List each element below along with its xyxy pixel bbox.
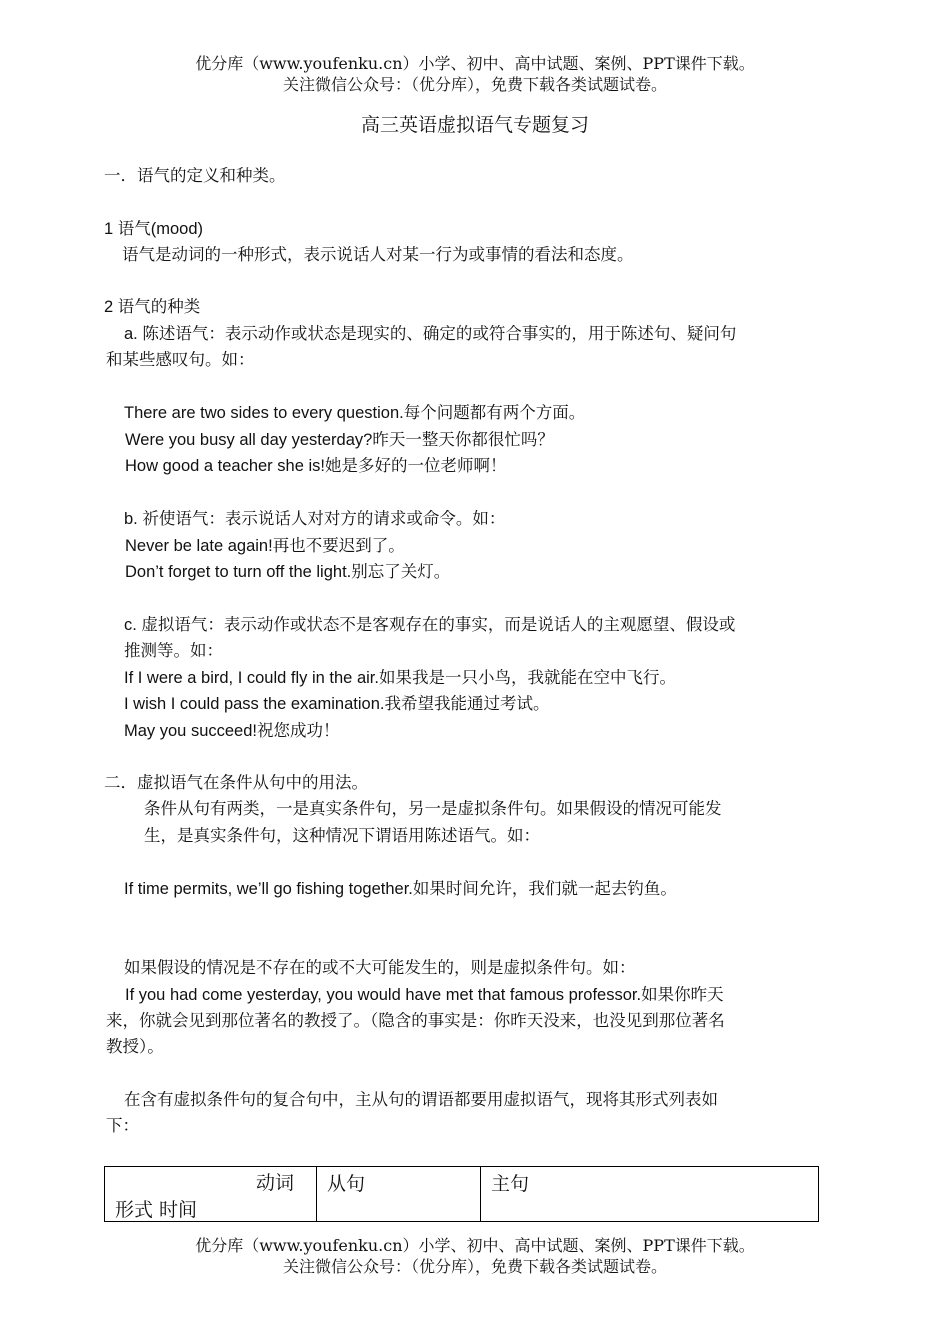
section2-para1-line1: 条件从句有两类，一是真实条件句，另一是虚拟条件句。如果假设的情况可能发 (144, 799, 722, 818)
item-b-text: 祈使语气：表示说话人对对方的请求或命令。如： (142, 509, 506, 528)
page-footer-line1: 优分库（www.youfenku.cn）小学、初中、高中试题、案例、PPT课件下载。 (195, 1236, 755, 1255)
section1-heading: 一．语气的定义和种类。 (104, 166, 286, 185)
example-en: Were you busy all day yesterday? (125, 431, 373, 449)
example-en: May you succeed! (124, 722, 257, 740)
section2-para1-line2: 生，是真实条件句，这种情况下谓语用陈述语气。如： (144, 826, 540, 845)
example-sentence (124, 876, 677, 902)
table-header-diagonal-cell (105, 1167, 317, 1222)
item-a-line2: 和某些感叹句。如： (106, 350, 255, 369)
example-en: If I were a bird, I could fly in the air. (124, 669, 379, 687)
example-en: There are two sides to every question. (124, 404, 404, 422)
example-sentence (125, 559, 450, 585)
example-sentence (124, 400, 585, 426)
item-c-text1: 虚拟语气：表示动作或状态不是客观存在的事实，而是说话人的主观愿望、假设或 (141, 615, 736, 634)
subjunctive-form-table (104, 1166, 819, 1222)
subsection2-number: 2 (104, 298, 118, 316)
subsection1-title (104, 216, 203, 242)
item-b-line (124, 506, 505, 532)
page-header-line2: 关注微信公众号：（优分库），免费下载各类试题试卷。 (282, 75, 667, 94)
page-header-line1: 优分库（www.youfenku.cn）小学、初中、高中试题、案例、PPT课件下载。 (195, 54, 755, 73)
example-en: How good a teacher she is! (125, 457, 325, 475)
example-sentence (125, 533, 405, 559)
example-en: Never be late again! (125, 537, 273, 555)
example-en: If you had come yesterday, you would have met that famous professor. (125, 986, 642, 1004)
subsection1-number: 1 (104, 220, 118, 238)
subsection2-title-zh: 语气的种类 (117, 297, 201, 316)
example-en: I wish I could pass the examination. (124, 695, 385, 713)
example-zh: 如果我是一只小鸟，我就能在空中飞行。 (378, 668, 676, 687)
example-sentence (124, 718, 339, 744)
item-b-label: b. (124, 510, 143, 528)
table-header-form-time: 形式 时间 (115, 1199, 198, 1221)
item-c-label: c. (124, 616, 142, 634)
example-zh: 每个问题都有两个方面。 (403, 403, 586, 422)
page-footer-line2: 关注微信公众号：（优分库），免费下载各类试题试卷。 (282, 1257, 667, 1276)
subsection2-title (104, 294, 200, 320)
table-header-row (105, 1167, 819, 1222)
example-zh: 如果时间允许，我们就一起去钓鱼。 (412, 879, 677, 898)
example-sentence (124, 665, 676, 691)
example-zh: 祝您成功！ (256, 721, 340, 740)
section2-para2: 如果假设的情况是不存在的或不大可能发生的，则是虚拟条件句。如： (124, 958, 636, 977)
example-zh: 再也不要迟到了。 (272, 536, 405, 555)
example-zh: 我希望我能通过考试。 (384, 694, 550, 713)
example-zh-line3: 教授）。 (106, 1037, 164, 1056)
item-a-text1: 陈述语气：表示动作或状态是现实的、确定的或符合事实的，用于陈述句、疑问句 (142, 324, 737, 343)
document-title: 高三英语虚拟语气专题复习 (360, 114, 589, 136)
subsection1-title-en: (mood) (150, 220, 204, 238)
item-c-line2: 推测等。如： (124, 641, 223, 660)
example-en: Don’t forget to turn off the light. (125, 563, 352, 581)
section2-para3-line1: 在含有虚拟条件句的复合句中，主从句的谓语都要用虚拟语气，现将其形式列表如 (124, 1090, 718, 1109)
subsection1-text: 语气是动词的一种形式，表示说话人对某一行为或事情的看法和态度。 (122, 245, 634, 264)
section2-para3-line2: 下： (106, 1116, 139, 1135)
example-sentence (125, 427, 554, 453)
example-en: If time permits, we’ll go fishing together. (124, 880, 413, 898)
subsection1-title-zh: 语气 (117, 219, 151, 238)
table-header-clause: 从句 (317, 1167, 481, 1222)
section2-heading: 二．虚拟语气在条件从句中的用法。 (104, 773, 368, 792)
example-sentence (124, 691, 549, 717)
example-zh: 别忘了关灯。 (351, 562, 451, 581)
item-a-line1 (124, 321, 736, 347)
example-sentence (125, 982, 724, 1008)
example-sentence (125, 453, 506, 479)
example-zh: 如果你昨天 (641, 985, 724, 1004)
example-zh-line2: 来，你就会见到那位著名的教授了。（隐含的事实是：你昨天没来，也没见到那位著名 (106, 1011, 725, 1030)
example-zh: 昨天一整天你都很忙吗？ (372, 430, 554, 449)
item-a-label: a. (124, 325, 143, 343)
item-c-line1 (124, 612, 735, 638)
table-header-verb: 动词 (255, 1172, 294, 1194)
example-zh: 她是多好的一位老师啊！ (324, 456, 507, 475)
table-header-main: 主句 (481, 1167, 819, 1222)
